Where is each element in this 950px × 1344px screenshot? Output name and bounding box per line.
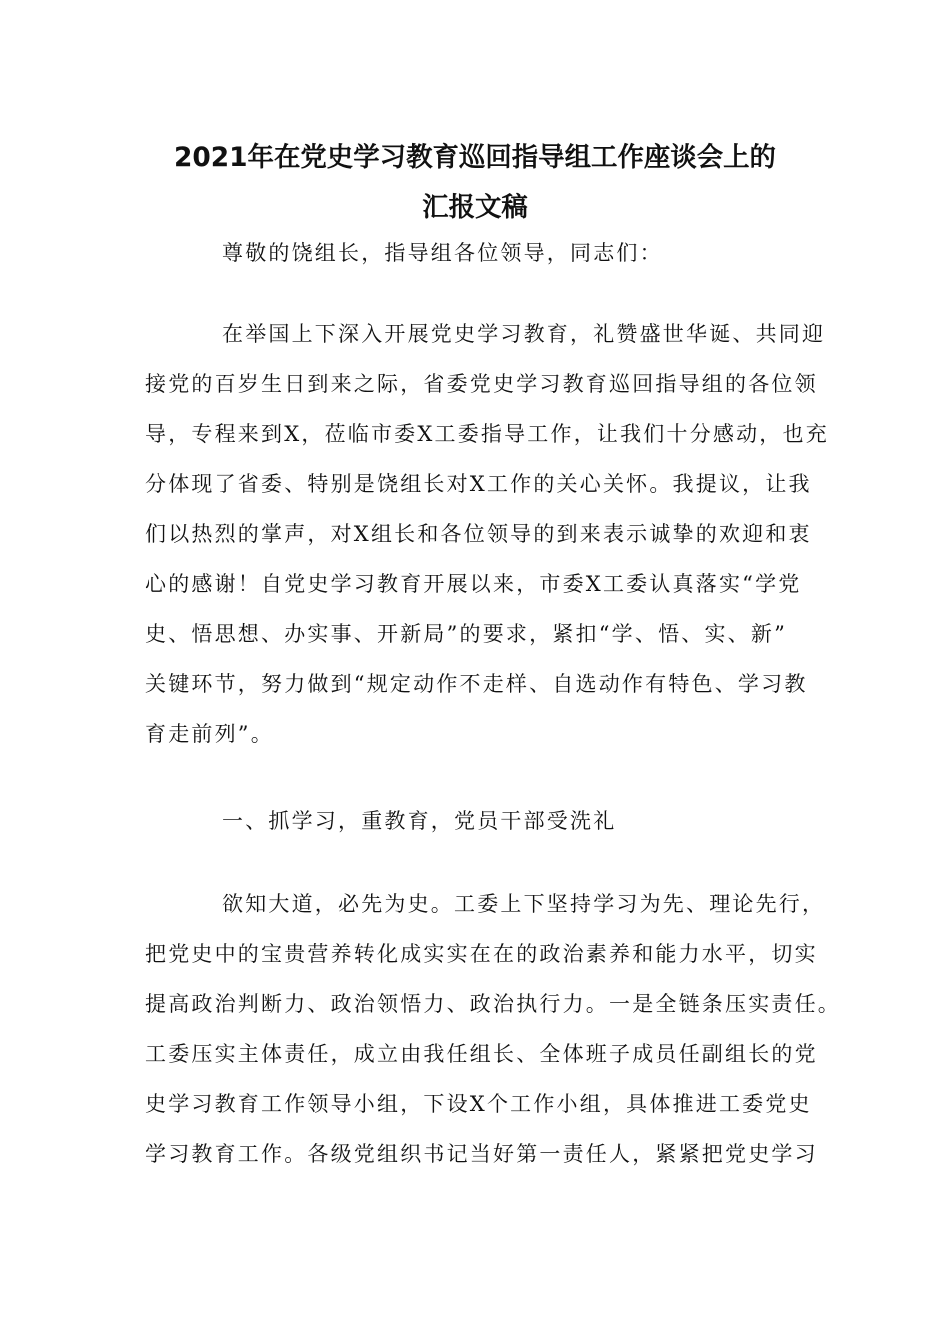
paragraph-2-line: 把党史中的宝贵营养转化成实实在在的政治素养和能力水平，切实: [145, 942, 818, 966]
document-title-line-1: 2021年在党史学习教育巡回指导组工作座谈会上的: [174, 142, 776, 173]
section-heading-1: 一、抓学习，重教育，党员干部受洗礼: [222, 809, 617, 833]
paragraph-1-line: 史、悟思想、办实事、开新局”的要求，紧扣“学、悟、实、新”: [145, 622, 788, 646]
paragraph-1-line: 分体现了省委、特别是饶组长对X工作的关心关怀。我提议，让我: [145, 472, 812, 496]
paragraph-2-line: 学习教育工作。各级党组织书记当好第一责任人，紧紧把党史学习: [145, 1142, 818, 1166]
paragraph-2-line: 欲知大道，必先为史。工委上下坚持学习为先、理论先行，: [222, 892, 826, 916]
paragraph-2-line: 工委压实主体责任，成立由我任组长、全体班子成员任副组长的党: [145, 1042, 818, 1066]
paragraph-1-line: 育走前列”。: [145, 722, 274, 746]
paragraph-1-line: 们以热烈的掌声，对X组长和各位领导的到来表示诚挚的欢迎和衷: [145, 522, 812, 546]
paragraph-2-line: 史学习教育工作领导小组，下设X个工作小组，具体推进工委党史: [145, 1092, 812, 1116]
paragraph-1-line: 关键环节，努力做到“规定动作不走样、自选动作有特色、学习教: [145, 672, 808, 696]
salutation: 尊敬的饶组长，指导组各位领导，同志们：: [222, 241, 663, 265]
paragraph-1-line: 接党的百岁生日到来之际，省委党史学习教育巡回指导组的各位领: [145, 372, 818, 396]
document-title-line-2: 汇报文稿: [422, 192, 528, 223]
paragraph-1-line: 心的感谢！自党史学习教育开展以来，市委X工委认真落实“学党: [145, 572, 802, 596]
paragraph-2-line: 提高政治判断力、政治领悟力、政治执行力。一是全链条压实责任。: [145, 992, 841, 1016]
paragraph-1-line: 导，专程来到X，莅临市委X工委指导工作，让我们十分感动，也充: [145, 422, 829, 446]
paragraph-1-line: 在举国上下深入开展党史学习教育，礼赞盛世华诞、共同迎: [222, 322, 826, 346]
